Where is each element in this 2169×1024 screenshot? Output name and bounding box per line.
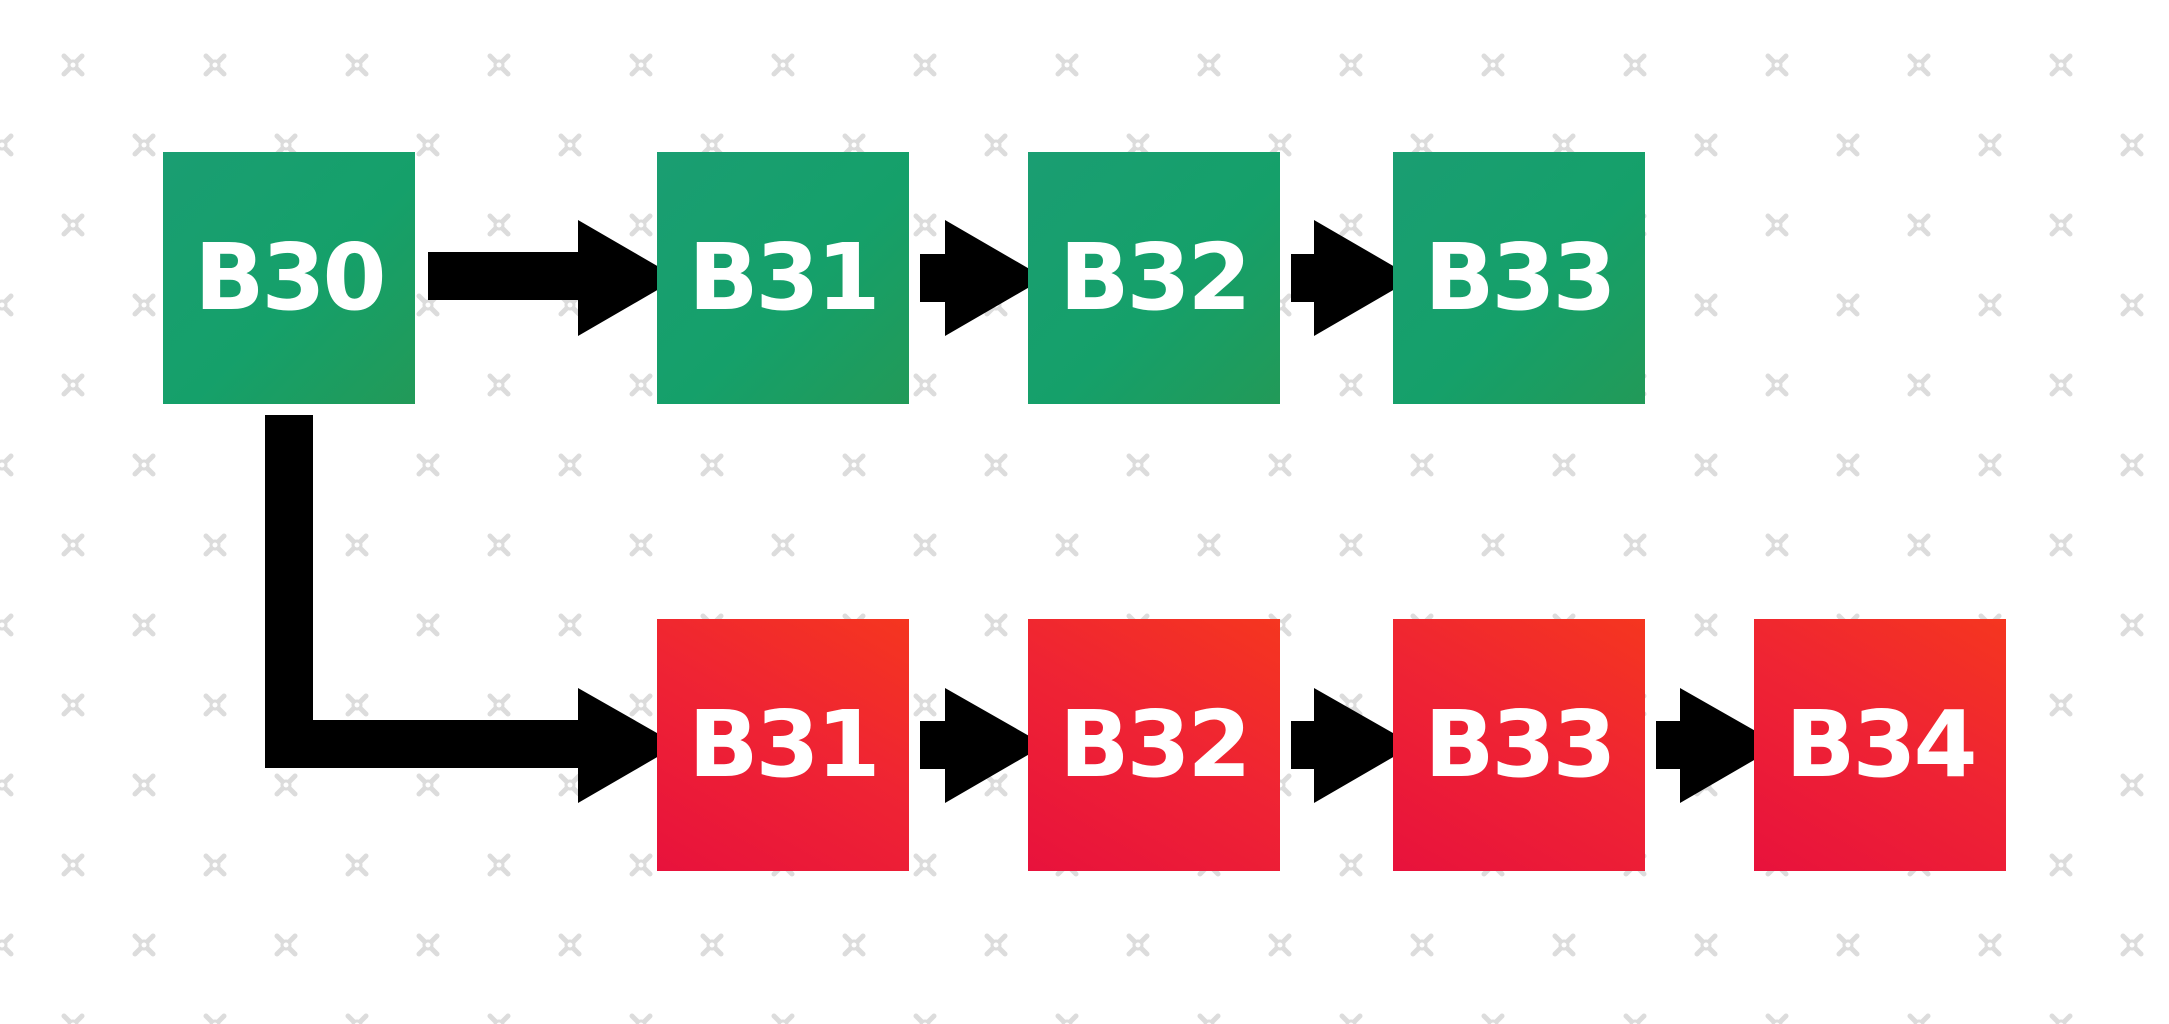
fork-chain-block-2 [1028, 619, 1280, 871]
block-label: B33 [1424, 691, 1614, 798]
block-label: B32 [1059, 224, 1249, 331]
block-label: B32 [1059, 691, 1249, 798]
arrow-main-b31-to-b32 [920, 220, 1045, 336]
fork-chain-block-4 [1754, 619, 2006, 871]
block-label: B30 [194, 224, 384, 331]
block-label: B33 [1424, 224, 1614, 331]
main-chain-block-2 [1028, 152, 1280, 404]
main-chain-block-1 [657, 152, 909, 404]
arrow-fork-b31-to-b32 [920, 688, 1045, 803]
arrow-b30-to-main-b31 [428, 220, 678, 336]
fork-chain-block-3 [1393, 619, 1645, 871]
fork-chain-block-1 [657, 619, 909, 871]
block-root-b30 [163, 152, 415, 404]
main-chain-block-3 [1393, 152, 1645, 404]
arrow-b30-to-fork-b31 [265, 415, 678, 803]
block-label: B31 [688, 691, 878, 798]
block-label: B34 [1785, 691, 1975, 798]
block-label: B31 [688, 224, 878, 331]
